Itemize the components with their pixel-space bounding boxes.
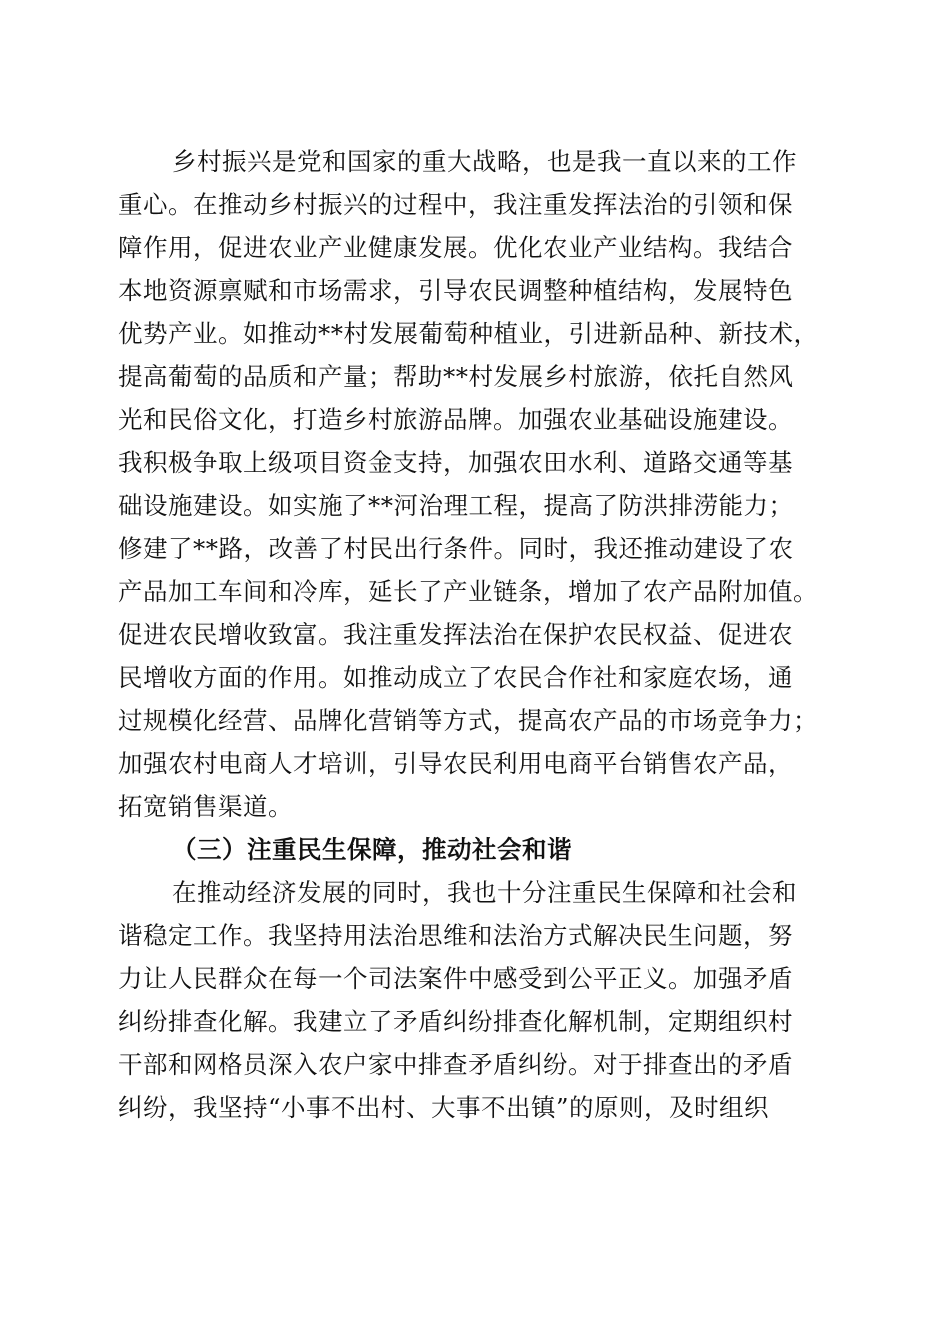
section-heading: （三）注重民生保障，推动社会和谐 <box>172 835 572 864</box>
paragraph-2-line-3: 力让人民群众在每一个司法案件中感受到公平正义。加强矛盾 <box>118 964 793 993</box>
paragraph-2-line-1: 在推动经济发展的同时，我也十分注重民生保障和社会和 <box>172 878 797 907</box>
paragraph-1-line-16: 拓宽销售渠道。 <box>118 792 293 821</box>
paragraph-1-line-12: 促进农民增收致富。我注重发挥法治在保护农民权益、促进农 <box>118 620 793 649</box>
paragraph-2-line-2: 谐稳定工作。我坚持用法治思维和法治方式解决民生问题，努 <box>118 921 793 950</box>
paragraph-2-line-5: 干部和网格员深入农户家中排查矛盾纠纷。对于排查出的矛盾 <box>118 1050 793 1079</box>
paragraph-1-line-5: 优势产业。如推动**村发展葡萄种植业，引进新品种、新技术， <box>118 319 819 348</box>
paragraph-1-line-10: 修建了**路，改善了村民出行条件。同时，我还推动建设了农 <box>118 534 794 563</box>
paragraph-1-line-14: 过规模化经营、品牌化营销等方式，提高农产品的市场竞争力； <box>118 706 818 735</box>
paragraph-1-line-8: 我积极争取上级项目资金支持，加强农田水利、道路交通等基 <box>118 448 793 477</box>
paragraph-1-line-13: 民增收方面的作用。如推动成立了农民合作社和家庭农场，通 <box>118 663 793 692</box>
paragraph-1-line-7: 光和民俗文化，打造乡村旅游品牌。加强农业基础设施建设。 <box>118 405 793 434</box>
paragraph-1-line-15: 加强农村电商人才培训，引导农民利用电商平台销售农产品， <box>118 749 793 778</box>
paragraph-1-line-4: 本地资源禀赋和市场需求，引导农民调整种植结构，发展特色 <box>118 276 793 305</box>
paragraph-1-line-6: 提高葡萄的品质和产量；帮助**村发展乡村旅游，依托自然风 <box>118 362 794 391</box>
paragraph-1-line-3: 障作用，促进农业产业健康发展。优化农业产业结构。我结合 <box>118 233 793 262</box>
paragraph-1-line-11: 产品加工车间和冷库，延长了产业链条，增加了农产品附加值。 <box>118 577 818 606</box>
paragraph-1-line-2: 重心。在推动乡村振兴的过程中，我注重发挥法治的引领和保 <box>118 190 793 219</box>
paragraph-2-line-6: 纠纷，我坚持“小事不出村、大事不出镇”的原则，及时组织 <box>118 1093 770 1122</box>
paragraph-2-line-4: 纠纷排查化解。我建立了矛盾纠纷排查化解机制，定期组织村 <box>118 1007 793 1036</box>
paragraph-1-line-1: 乡村振兴是党和国家的重大战略，也是我一直以来的工作 <box>172 147 797 176</box>
paragraph-1-line-9: 础设施建设。如实施了**河治理工程，提高了防洪排涝能力； <box>118 491 794 520</box>
